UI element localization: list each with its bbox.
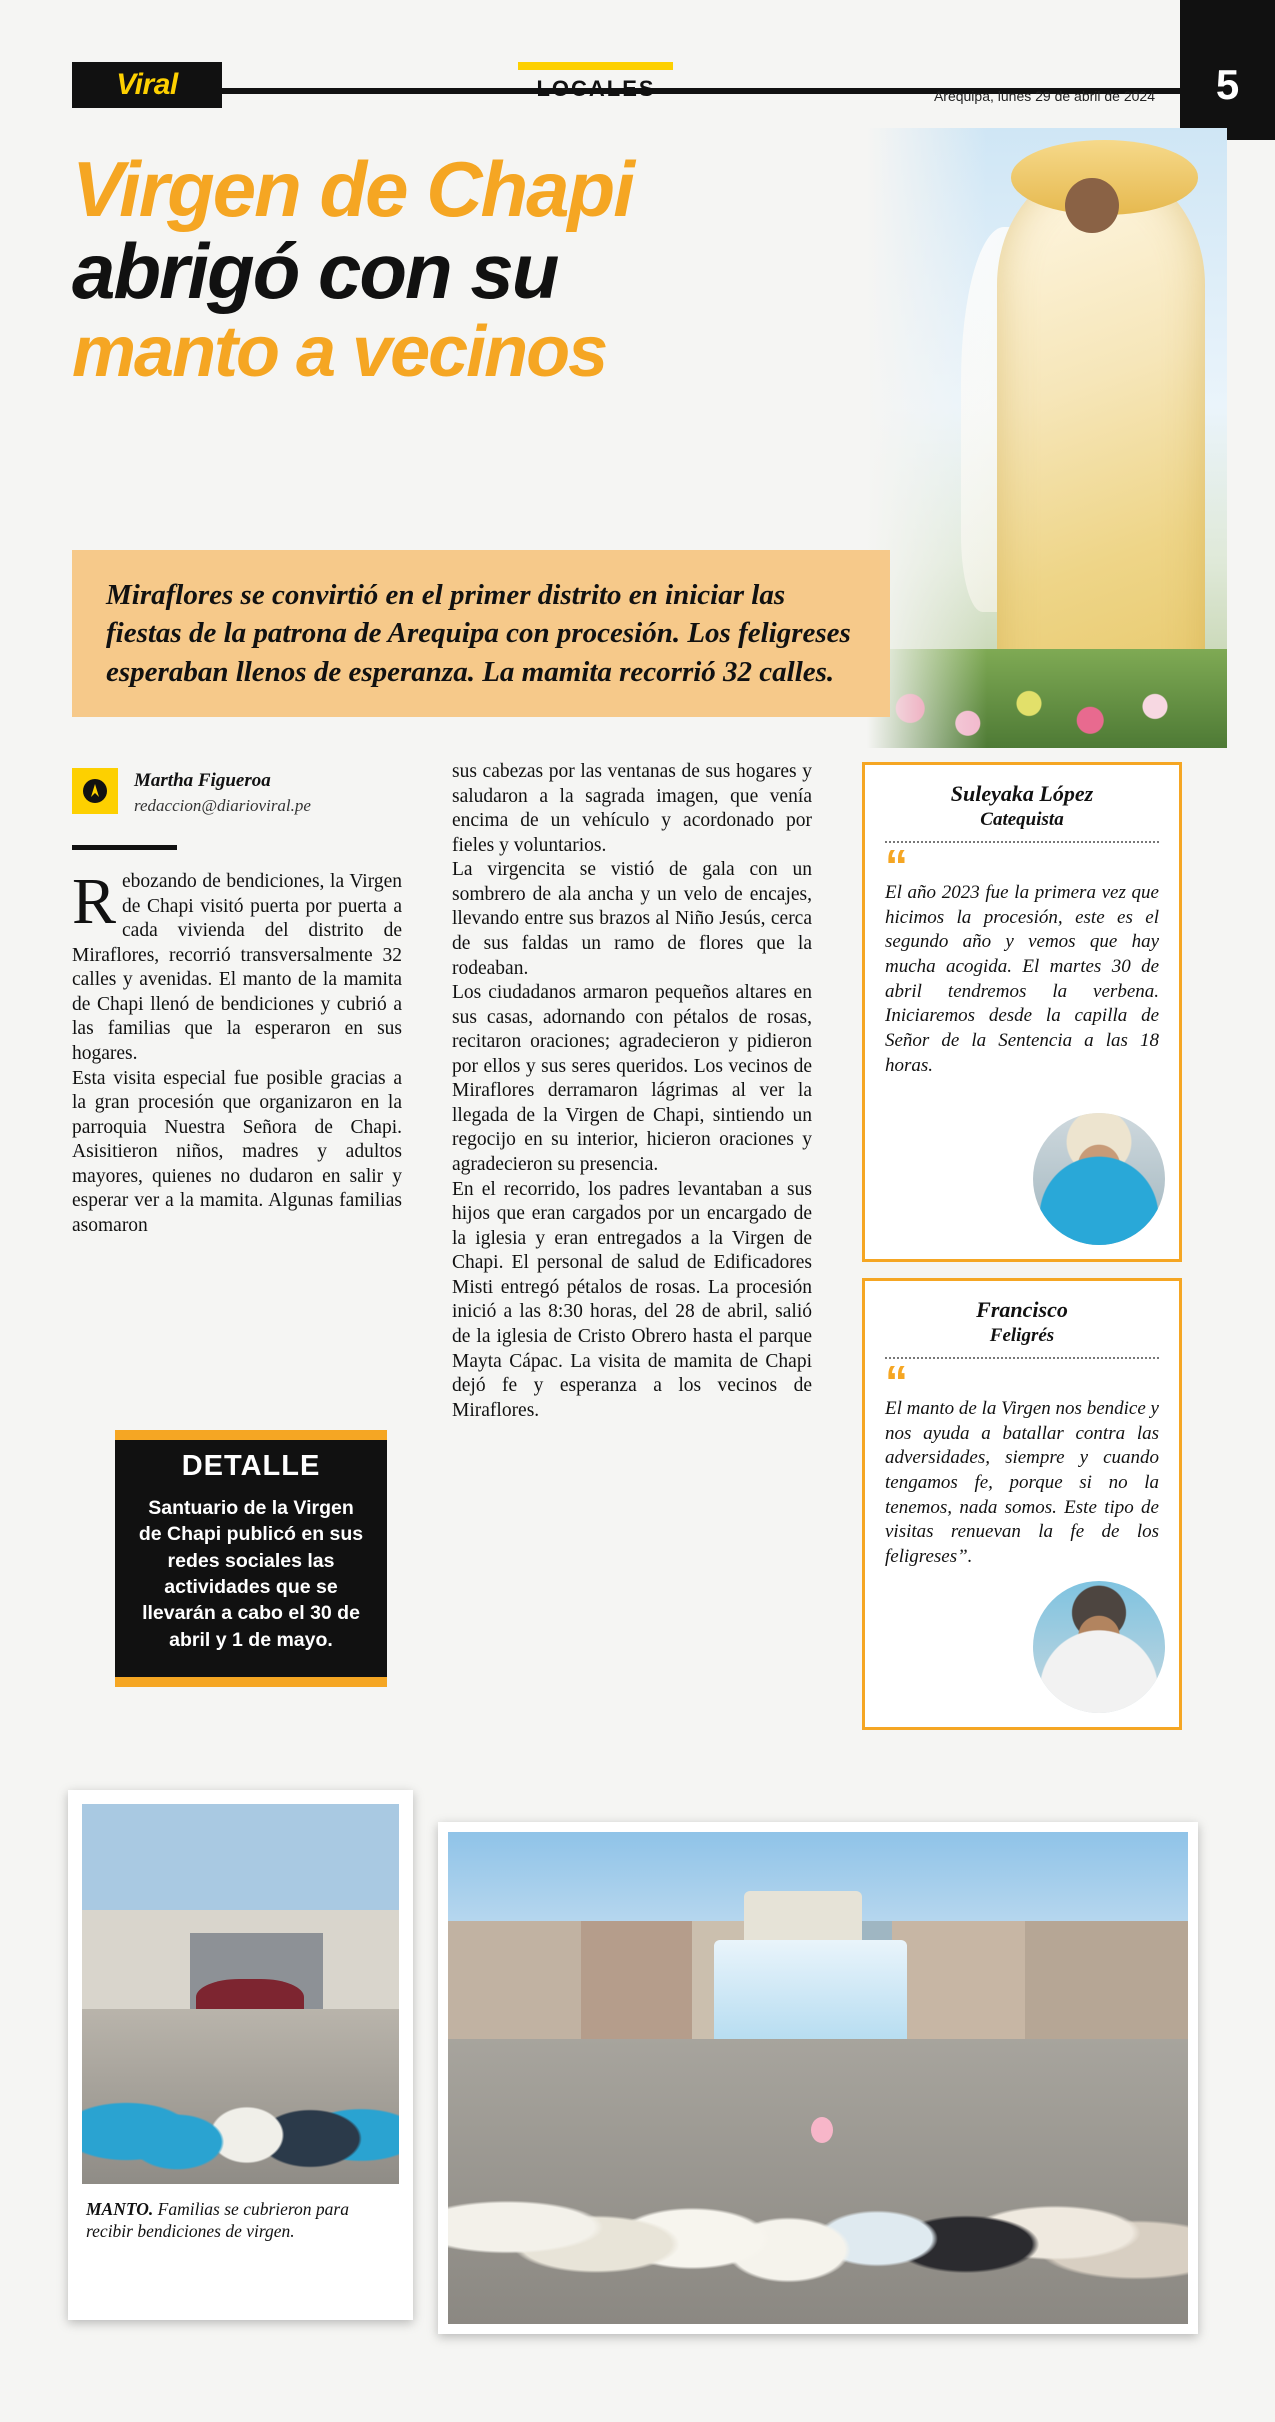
section-rule <box>518 62 673 70</box>
headline-line-3: manto a vecinos <box>72 312 607 392</box>
section-label: LOCALES <box>536 76 656 101</box>
avatar-image <box>1033 1581 1165 1713</box>
page-number: 5 <box>1215 61 1240 108</box>
avatar-image <box>1033 1113 1165 1245</box>
headline-line-2: abrigó con su <box>72 227 558 315</box>
byline-rule <box>72 845 177 850</box>
article-summary: Miraflores se convirtió en el primer distrito en iniciar las fiestas de la patrona de Arequipa con procesión. Los feligreses esperaban llenos de esperanza. La mamita recorrió 32 calles. <box>72 550 890 717</box>
photo-right-balloon <box>811 2117 833 2143</box>
page-header <box>0 0 1275 140</box>
detalle-box <box>115 1430 387 1687</box>
quote-author-role: Catequista <box>980 809 1064 830</box>
photo-left-image <box>82 1804 399 2184</box>
photo-left-caption <box>82 2184 399 2243</box>
detalle-text: Santuario de la Virgen de Chapi publicó en sus redes sociales las actividades que se llevarán a cabo el 30 de abril y 1 de mayo. <box>115 1495 387 1677</box>
body-paragraph: Rebozando de bendiciones, la Virgen de Chapi visitó puerta por puerta a cada vivienda del distrito de Miraflores, recorrió transversalmente 32 calles y avenidas. El manto de la mamita de Chapi llenó de bendiciones y cubrió a las familias que la esperaron en sus hogares. <box>72 865 402 1064</box>
body-paragraph: Esta visita especial fue posible gracias a la gran procesión que organizaron en la parroquia Nuestra Señora de Chapi. Asisitieron niños, madres y adultos mayores, quienes no dudaron en salir y esperar ver a la mamita. Algunas familias asomaron <box>72 1067 402 1236</box>
quote-divider <box>885 1357 1159 1359</box>
byline-author: Martha Figueroa <box>134 770 271 791</box>
viral-arrow-icon <box>72 768 118 814</box>
detalle-title: DETALLE <box>115 1440 387 1495</box>
photo-card-left <box>68 1790 413 2320</box>
detalle-bar-top <box>115 1430 387 1440</box>
photo-caption-text: Familias se cubrieron para recibir bendiciones de virgen. <box>86 2199 349 2242</box>
body-paragraph: Los ciudadanos armaron pequeños altares en sus casas, adornando con pétalos de rosas, recitaron oraciones; agradecieron y pidieron por ellos y sus seres queridos. Los vecinos de Miraflores derramaron lágrimas al ver la llegada de la Virgen de Chapi, sintiendo un regocijo en su interior, hicieron oraciones y agradecieron su presencia. <box>452 982 812 1175</box>
hero-image-virgen <box>867 128 1227 748</box>
photo-left-people <box>82 2009 399 2184</box>
body-paragraph: sus cabezas por las ventanas de sus hogares y saludaron a la sagrada imagen, que venía encima de un vehículo y acordonado por fieles y voluntarios. <box>452 761 812 856</box>
quote-mark-icon: “ <box>885 840 908 892</box>
publication-logo <box>72 62 222 108</box>
quote-text: El año 2023 fue la primera vez que hicimos la procesión, este es el segundo año y vemos que hay mucha acogida. El martes 30 de abril tendremos la verbena. Iniciaremos desde la capilla de Señor de la Sentencia a las 18 horas. <box>885 882 1159 1076</box>
body-column-2 <box>452 760 812 1423</box>
headline-line-1: Virgen de Chapi <box>72 145 633 233</box>
detalle-bar-bottom <box>115 1677 387 1687</box>
quote-author-avatar <box>1033 1113 1165 1245</box>
quote-author-role: Feligrés <box>989 1325 1055 1346</box>
quote-author-avatar <box>1033 1581 1165 1713</box>
body-paragraph: En el recorrido, los padres levantaban a sus hijos que eran cargados por un encargado de la iglesia y eran entregados a la Virgen de Chapi. El personal de salud de Edificadores Misti entregó pétalos de rosas. La procesión inició a las 8:30 horas, del 28 de abril, salió de la iglesia de Cristo Obrero hasta el parque Mayta Cápac. La visita de mamita de Chapi dejó fe y esperanza a los vecinos de Miraflores. <box>452 1178 812 1421</box>
hero-face <box>1065 178 1119 234</box>
photo-right-crowd <box>448 2039 1188 2324</box>
page-title <box>72 145 892 392</box>
hero-figure <box>997 165 1206 711</box>
body-paragraph: La virgencita se vistió de gala con un sombrero de ala ancha y un velo de encajes, llevando entre sus brazos al Niño Jesús, cerca de sus faldas un ramo de flores que la rodeaban. <box>452 859 812 979</box>
dateline: Arequipa, lunes 29 de abril de 2024 <box>933 88 1155 104</box>
quote-card-1 <box>862 762 1182 1262</box>
quote-card-2 <box>862 1278 1182 1730</box>
quote-text: El manto de la Virgen nos bendice y nos ayuda a batallar contra las adversidades, siempre y cuando tengamos fe, porque si no la tenemos, nada somos. Este tipo de visitas renuevan la fe de los feligreses”. <box>885 1398 1159 1568</box>
quote-mark-icon: “ <box>885 1356 908 1408</box>
quote-author-name: Francisco <box>976 1297 1068 1322</box>
body-column-1 <box>72 865 402 1238</box>
photo-card-right <box>438 1822 1198 2334</box>
quote-divider <box>885 841 1159 843</box>
photo-caption-lead: MANTO. <box>86 2199 154 2219</box>
quote-author-name: Suleyaka López <box>950 781 1094 806</box>
photo-right-image <box>448 1832 1188 2324</box>
byline-email: redaccion@diarioviral.pe <box>134 796 311 815</box>
publication-logo-text: Viral <box>116 68 178 101</box>
